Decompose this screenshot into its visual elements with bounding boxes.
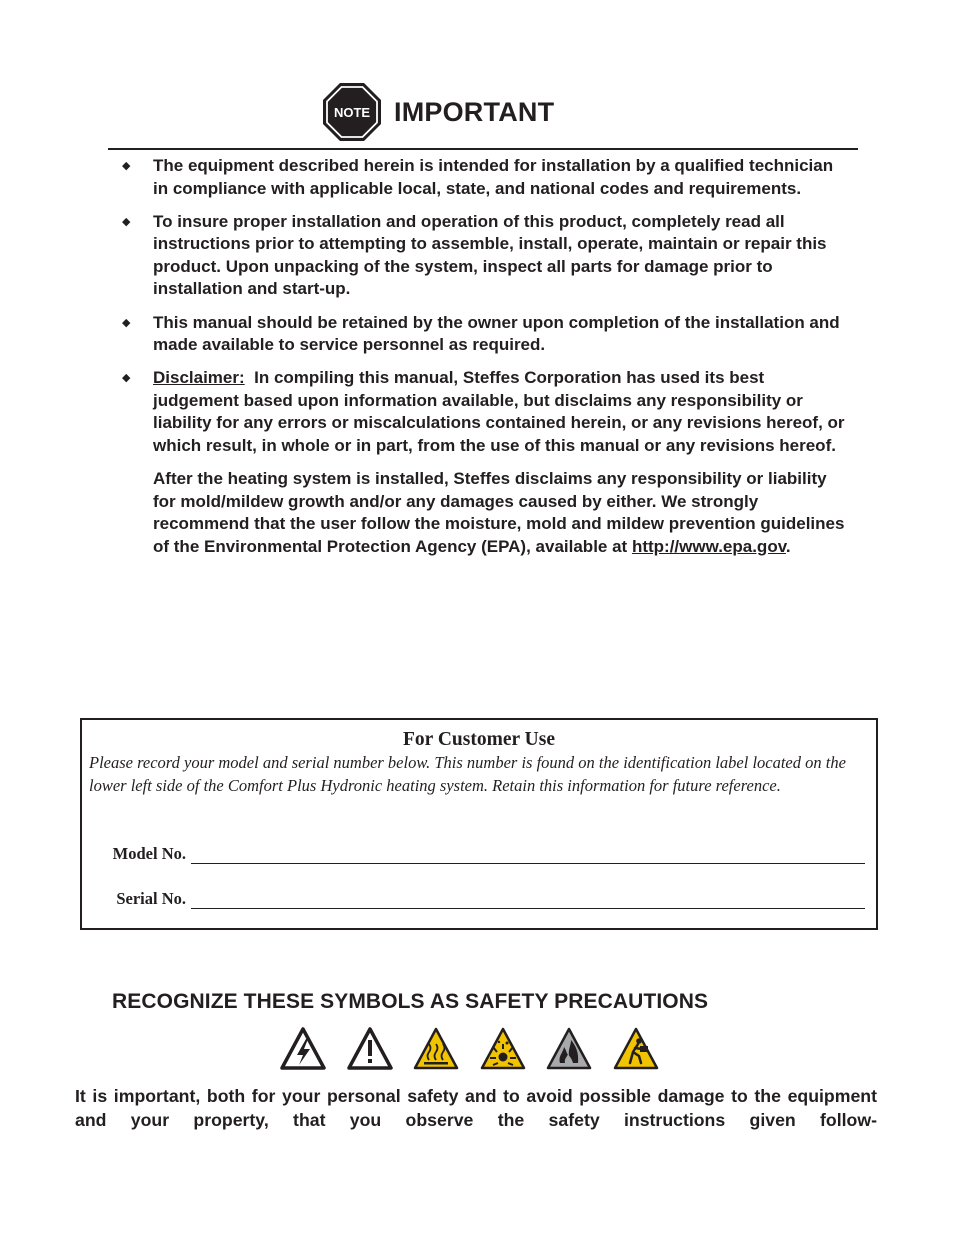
mold-paragraph — [153, 468, 850, 558]
page-title: IMPORTANT — [394, 96, 555, 127]
general-warning-icon — [347, 1026, 393, 1072]
epa-link[interactable]: http://www.epa.gov — [631, 536, 786, 556]
customer-box-instructions: Please record your model and serial number below. This number is found on the identification label located on the lower left side of the Comfort Plus Hydronic heating system. Retain this information for future reference. — [89, 753, 846, 795]
customer-use-box — [80, 718, 878, 930]
bullet-text: The equipment described herein is intended for installation by a qualified technician in compliance with applicable local, state, and national codes and requirements. — [153, 156, 834, 198]
diamond-bullet-icon: ◆ — [122, 215, 131, 228]
safety-intro-paragraph: It is important, both for your personal safety and to avoid possible damage to the equipment and your property, that you observe the safety instructions given follow- — [75, 1086, 877, 1130]
lifting-hazard-icon — [613, 1026, 659, 1072]
serial-number-field — [82, 889, 865, 909]
model-number-label: Model No. — [112, 844, 186, 863]
fire-hazard-icon — [546, 1026, 592, 1072]
important-header — [322, 82, 554, 142]
mold-text: After the heating system is installed, Steffes disclaims any responsibility or liability for mold/mildew growth and/or any damages caused by either. We strongly recommend that the user follow the moisture, mold and mildew prevention guidelines of the Environmental Protection Agency (EPA), available at — [153, 469, 845, 556]
safety-heading: RECOGNIZE THESE SYMBOLS AS SAFETY PRECAUTIONS — [112, 990, 709, 1013]
disclaimer-paragraph — [153, 367, 850, 457]
important-list — [120, 155, 850, 569]
header-divider — [108, 148, 858, 150]
bullet-text: This manual should be retained by the owner upon completion of the installation and made available to service personnel as required. — [153, 312, 840, 355]
diamond-bullet-icon: ◆ — [122, 316, 131, 329]
list-item — [120, 367, 850, 558]
explosion-hazard-icon — [480, 1026, 526, 1072]
disclaimer-label: Disclaimer: — [153, 368, 245, 388]
safety-symbols — [280, 1026, 679, 1072]
diamond-bullet-icon: ◆ — [122, 160, 131, 172]
customer-box-title: For Customer Use — [402, 729, 555, 750]
disclaimer-text: In compiling this manual, Steffes Corporation has used its best judgement based upon information available, but disclaims any responsibility or liability for any errors or miscalculations contained herein, or any revisions hereof, or which result, in whole or in part, from the use of this manual or any revisions hereof. — [153, 368, 845, 456]
serial-number-label: Serial No. — [116, 889, 186, 908]
diamond-bullet-icon: ◆ — [122, 372, 131, 385]
note-icon-text: NOTE — [333, 105, 371, 120]
hot-surface-icon — [413, 1026, 459, 1072]
list-item — [120, 312, 850, 357]
note-stop-sign-icon — [322, 82, 382, 142]
electrical-hazard-icon — [280, 1026, 326, 1072]
list-item — [120, 155, 850, 200]
bullet-text: To insure proper installation and operation of this product, completely read all instructions prior to attempting to assemble, install, operate, maintain or repair this product. Upon unpacking of the system, inspect all parts for damage prior to installation and start-up. — [153, 211, 827, 299]
model-number-blank[interactable] — [191, 847, 865, 864]
model-number-field — [82, 844, 865, 864]
serial-number-blank[interactable] — [191, 892, 865, 909]
period: . — [785, 536, 791, 556]
list-item — [120, 211, 850, 301]
